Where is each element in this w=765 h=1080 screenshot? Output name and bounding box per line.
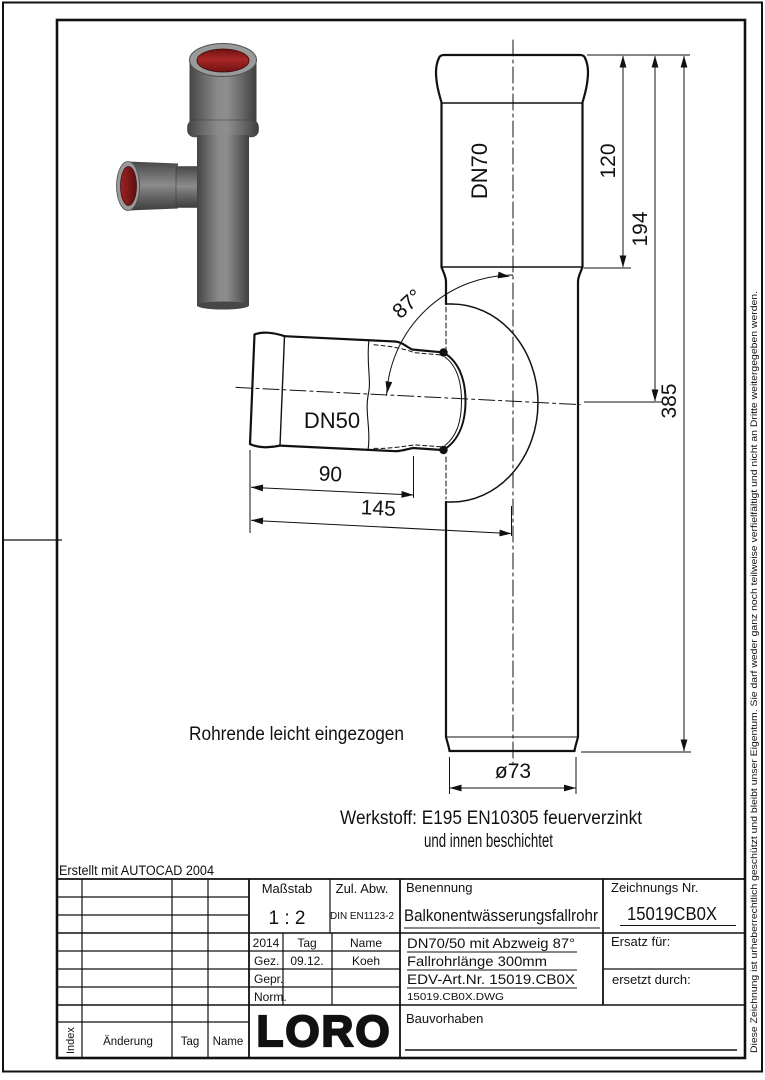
approval-name-header: Name [349,936,383,950]
zeichnungs-nr-label: Zeichnungs Nr. [611,880,699,895]
aenderung-label: Änderung [103,1036,153,1048]
massstab-label: Maßstab [261,881,313,896]
top-opening-red [197,49,249,72]
bauvorhaben-label: Bauvorhaben [406,1011,484,1026]
gez-name: Koeh [351,954,381,968]
ersetzt-durch-label: ersetzt durch: [612,972,691,987]
benennung-label: Benennung [406,880,473,895]
ersatz-fuer-label: Ersatz für: [611,934,671,949]
benennung-value: Balkonentwässerungsfallrohr [404,906,599,925]
gez-date: 09.12. [290,954,324,968]
rev-tag-label: Tag [180,1036,200,1048]
detail-line-2: Fallrohrlänge 300mm [407,953,547,969]
title-block [253,880,717,1056]
branch-pipe-label: DN50 [303,408,361,433]
dim-dia73-label: ø73 [494,760,532,783]
index-label: Index [65,1027,77,1054]
branch-bead-line [280,336,285,445]
pipe-3d-render [117,44,259,310]
dim-90-label: 90 [318,462,343,487]
loro-logo: LORO [256,1007,392,1056]
pipe-bottom-3d [197,302,249,310]
norm-label: Norm. [254,990,287,1004]
note-werkstoff-1: Werkstoff: E195 EN10305 feuerverzinkt [340,808,643,829]
gez-label: Gez. [254,954,280,968]
note-werkstoff-2: und innen beschichtet [424,831,554,852]
main-pipe-outline [436,55,588,751]
branch-opening-red [121,167,137,206]
saddle-arc [452,304,538,502]
dim-120-label: 120 [597,143,620,179]
detail-line-1: DN70/50 mit Abzweig 87° [407,935,575,951]
massstab-value: 1 : 2 [268,908,306,929]
socket-collar-3d [188,120,259,137]
rev-name-label: Name [212,1036,244,1048]
branch-neck-dashes [374,345,441,449]
gepr-label: Gepr. [254,972,284,986]
main-pipe-3d [197,135,249,306]
approval-year: 2014 [252,936,280,950]
zul-abw-label: Zul. Abw. [335,881,389,896]
copyright-note: Diese Zeichnung ist urheberrechtlich geschützt und bleibt unser Eigentum. Sie darf weder ganz noch teilweise verfielfältigt und nicht an Dritte weitergegeben werden. [749,358,760,1053]
approval-tag-header: Tag [297,936,317,950]
dim-87deg-label: 87° [388,284,428,324]
branch-break-line [367,340,369,451]
drawing-labels [59,143,681,878]
detail-line-3: EDV-Art.Nr. 15019.CB0X [407,971,576,987]
saddle-stub-lines [446,304,452,502]
dim-194-label: 194 [629,211,652,247]
branch-pipe-outline [250,333,442,452]
created-with-note: Erstellt mit AUTOCAD 2004 [59,863,215,878]
revision-table [65,1027,243,1054]
dim-385-label: 385 [658,383,681,419]
dwg-filename: 15019.CB0X.DWG [407,991,504,1003]
branch-centerline [236,387,580,404]
zeichnungs-nr-value: 15019CB0X [627,904,717,924]
main-pipe-label: DN70 [467,142,492,200]
zul-abw-value: DIN EN1123-2 [330,910,395,922]
dimline-145 [251,520,512,533]
side-view [236,40,588,766]
dimline-90 [251,487,414,495]
dim-145-label: 145 [360,496,397,521]
note-rohrende: Rohrende leicht eingezogen [189,724,404,745]
